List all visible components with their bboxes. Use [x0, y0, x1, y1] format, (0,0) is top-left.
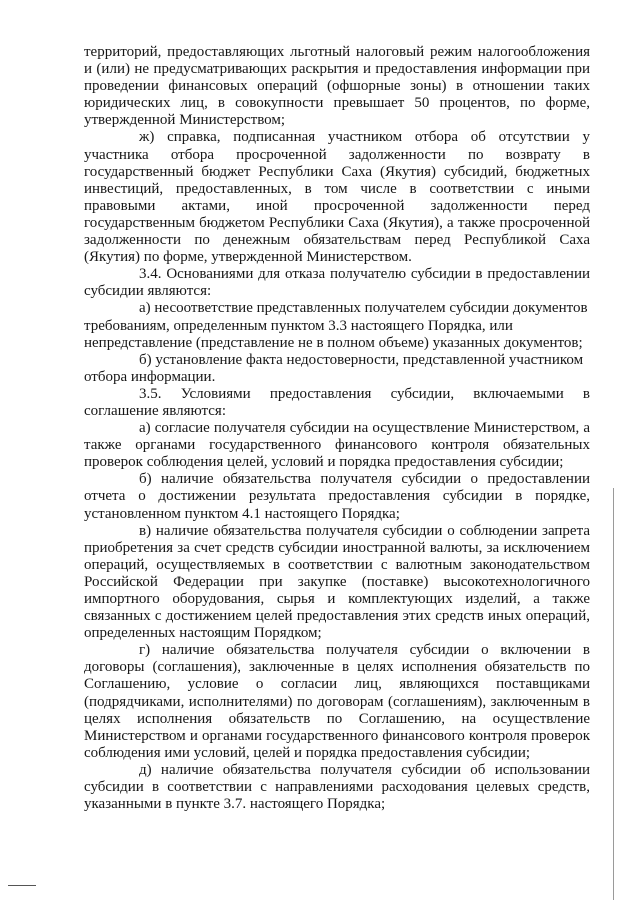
document-body [84, 44, 590, 813]
paragraph-section-3-5: 3.5. Условиями предоставления субсидии, включаемыми в соглашение являются: [84, 385, 590, 419]
scan-edge-line [613, 488, 614, 900]
paragraph-condition-item-v: в) наличие обязательства получателя субсидии о соблюдении запрета приобретения за счет средств субсидии иностранной валюты, за исключением операций, осуществляемых в соответствии с валютным законодательством Российской Федерации при закупке (поставке) высокотехнологичного импортного оборудования, сырья и комплектующих изделий, а также связанных с достижением целей предоставления этих средств иных операций, определенных настоящим Порядком; [84, 522, 590, 642]
paragraph-section-3-4: 3.4. Основаниями для отказа получателю субсидии в предоставлении субсидии являются: [84, 266, 590, 300]
paragraph-condition-item-b: б) наличие обязательства получателя субсидии о предоставлении отчета о достижении результата предоставления субсидии в порядке, установленном пунктом 4.1 настоящего Порядка; [84, 471, 590, 522]
paragraph-condition-item-g: г) наличие обязательства получателя субсидии о включении в договоры (соглашения), заключенные в целях исполнения обязательств по Соглашению, условие о согласии лиц, являющихся поставщиками (подрядчиками, исполнителями) по договорам (соглашениям), заключенным в целях исполнения обязательств по Соглашению, на осуществление Министерством и органами государственного финансового контроля проверок соблюдения ими условий, целей и порядка предоставления субсидии; [84, 642, 590, 761]
paragraph-refusal-item-b: б) установление факта недостоверности, представленной участником отбора информации. [84, 351, 584, 385]
paragraph-condition-item-a: а) согласие получателя субсидии на осуществление Министерством, а также органами государственного финансового контроля обязательных проверок соблюдения целей, условий и порядка предоставления субсидии; [84, 420, 590, 471]
paragraph-refusal-item-a: а) несоответствие представленных получателем субсидии документов требованиям, определенным пунктом 3.3 настоящего Порядка, или непредставление (представление не в полном объеме) указанных документов; [84, 300, 588, 351]
paragraph-condition-item-d: д) наличие обязательства получателя субсидии об использовании субсидии в соответствии с направлениями расходования целевых средств, указанными в пункте 3.7. настоящего Порядка; [84, 761, 590, 813]
paragraph-item-zh-debt-certificate: ж) справка, подписанная участником отбора об отсутствии у участника отбора просроченной задолженности по возврату в государственный бюджет Республики Саха (Якутия) субсидий, бюджетных инвестиций, предоставленных, в том числе в соответствии с иными правовыми актами, иной просроченной задолженности перед государственным бюджетом Республики Саха (Якутия), а также просроченной задолженности по денежным обязательствам перед Республикой Саха (Якутия) по форме, утвержденной Министерством. [84, 129, 590, 266]
scan-corner-mark [8, 885, 36, 886]
paragraph-offshore-continuation: территорий, предоставляющих льготный налоговый режим налогообложения и (или) не предусматривающих раскрытия и предоставления информации при проведении финансовых операций (офшорные зоны) в отношении таких юридических лиц, в совокупности превышает 50 процентов, по форме, утвержденной Министерством; [84, 44, 590, 129]
